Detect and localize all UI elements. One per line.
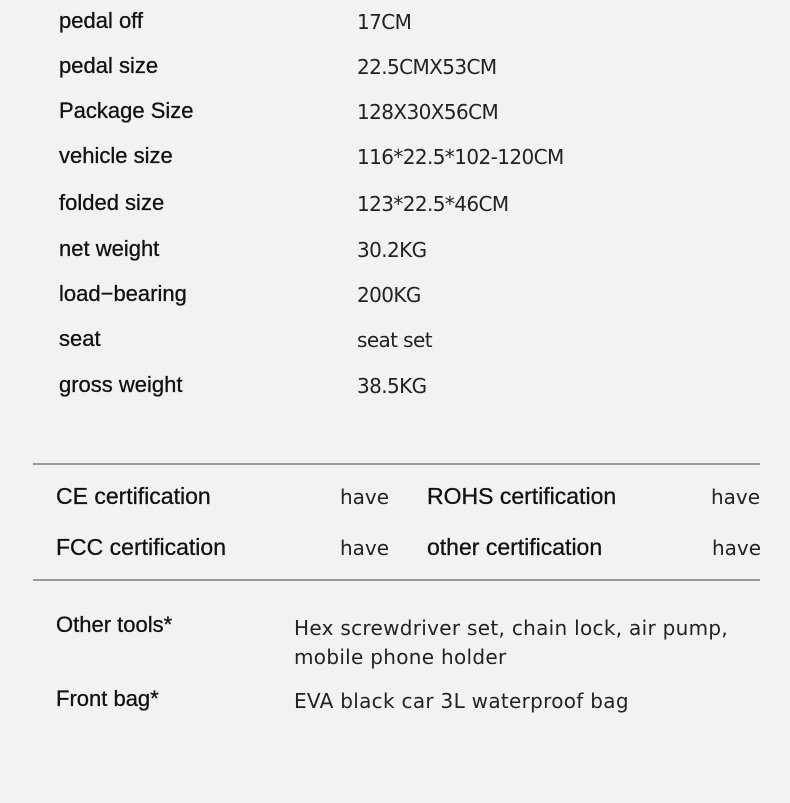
extra-value-other-tools: Hex screwdriver set, chain lock, air pump, mobile phone holder (294, 616, 729, 669)
extra-value-front-bag: EVA black car 3L waterproof bag (294, 689, 629, 713)
spec-row-load-bearing (0, 281, 790, 311)
divider (33, 579, 760, 581)
spec-label: net weight (59, 236, 160, 261)
cert-value-fcc: have (340, 536, 390, 560)
spec-value: 200KG (357, 283, 421, 307)
spec-value: 22.5CMX53CM (357, 55, 497, 79)
extra-label-other-tools: Other tools* (56, 612, 173, 637)
spec-row-package-size (0, 98, 790, 128)
divider (33, 463, 760, 465)
spec-value: 30.2KG (357, 238, 427, 262)
spec-row-folded-size (0, 190, 790, 220)
spec-row-pedal-off (0, 8, 790, 38)
spec-value: 128X30X56CM (357, 100, 499, 124)
spec-value: 116*22.5*102-120CM (357, 145, 564, 169)
cert-value-rohs: have (711, 485, 761, 509)
cert-value-ce: have (340, 485, 390, 509)
spec-row-gross-weight (0, 372, 790, 402)
spec-value: 17CM (357, 10, 412, 34)
spec-label: gross weight (59, 372, 183, 397)
spec-value: seat set (357, 328, 432, 352)
spec-value: 38.5KG (357, 374, 427, 398)
spec-row-pedal-size (0, 53, 790, 83)
cert-label-fcc: FCC certification (56, 534, 226, 560)
cert-label-ce: CE certification (56, 483, 211, 509)
cert-label-other: other certification (427, 534, 603, 560)
spec-label: load−bearing (59, 281, 187, 306)
extra-label-front-bag: Front bag* (56, 686, 159, 711)
spec-row-net-weight (0, 236, 790, 266)
spec-value: 123*22.5*46CM (357, 192, 509, 216)
spec-label: folded size (59, 190, 165, 215)
spec-row-vehicle-size (0, 143, 790, 173)
spec-label: Package Size (59, 98, 194, 123)
spec-label: pedal size (59, 53, 159, 78)
spec-row-seat (0, 326, 790, 356)
cert-label-rohs: ROHS certification (427, 483, 617, 509)
spec-label: pedal off (59, 8, 144, 33)
spec-label: vehicle size (59, 143, 173, 168)
spec-label: seat (59, 326, 101, 351)
cert-value-other: have (712, 536, 762, 560)
